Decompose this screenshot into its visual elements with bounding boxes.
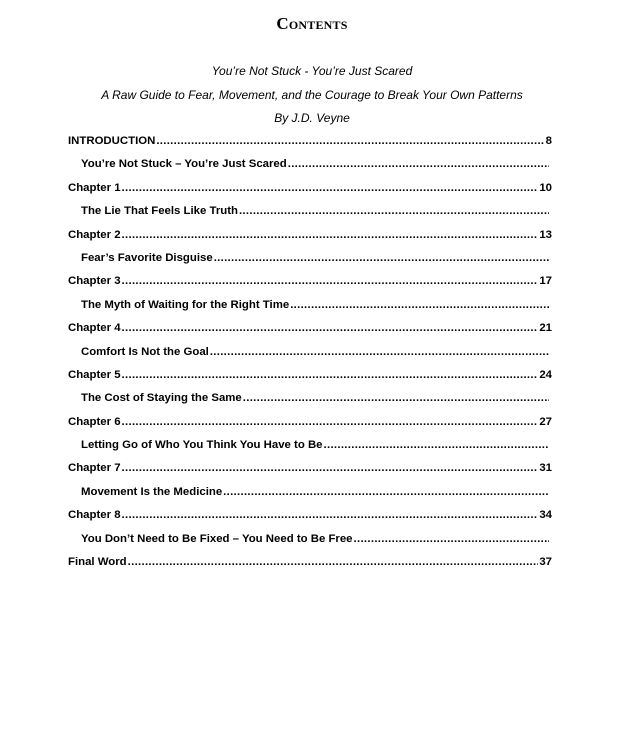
- toc-page-number: 21: [539, 322, 552, 335]
- book-author: By J.D. Veyne: [274, 111, 350, 125]
- toc-entry-label: Movement Is the Medicine: [81, 485, 223, 498]
- toc-page-number: 17: [539, 275, 552, 288]
- toc-entry[interactable]: [68, 367, 552, 390]
- toc-entry-label: You’re Not Stuck – You’re Just Scared: [81, 158, 287, 171]
- toc-subentry[interactable]: [68, 531, 550, 554]
- toc-dot-leader: [243, 390, 549, 406]
- toc-entry-label: INTRODUCTION: [68, 135, 156, 147]
- toc-dot-leader: [122, 320, 539, 336]
- toc-dot-leader: [122, 367, 539, 383]
- toc-dot-leader: [128, 554, 539, 570]
- toc-page-number: 27: [539, 415, 552, 428]
- toc-subentry[interactable]: [68, 484, 550, 507]
- toc-dot-leader: [290, 297, 549, 313]
- toc-entry-label: You Don’t Need to Be Fixed – You Need to Be Free: [81, 532, 353, 545]
- book-subtitle: A Raw Guide to Fear, Movement, and the Courage to Break Your Own Patterns: [101, 88, 523, 102]
- toc-subentry[interactable]: [68, 437, 550, 460]
- toc-dot-leader: [210, 344, 549, 360]
- toc-entry-label: Chapter 8: [68, 509, 121, 522]
- toc-dot-leader: [122, 273, 539, 289]
- toc-entry-label: Fear’s Favorite Disguise: [81, 251, 213, 264]
- toc-entry[interactable]: [68, 460, 552, 483]
- toc-dot-leader: [324, 437, 549, 453]
- toc-entry-label: Chapter 5: [68, 368, 121, 381]
- toc-entry[interactable]: [68, 273, 552, 296]
- toc-page-number: 24: [539, 368, 552, 381]
- toc-entry[interactable]: [68, 554, 552, 577]
- toc-entry-label: The Cost of Staying the Same: [81, 392, 242, 405]
- toc-entry-label: Chapter 2: [68, 228, 121, 241]
- toc-subentry[interactable]: [68, 390, 550, 413]
- toc-dot-leader: [223, 484, 549, 500]
- toc-page-number: 13: [539, 228, 552, 241]
- toc-dot-leader: [354, 531, 549, 547]
- toc-dot-leader: [122, 460, 539, 476]
- toc-dot-leader: [288, 156, 549, 172]
- toc-entry[interactable]: [68, 133, 552, 156]
- table-of-contents: [68, 133, 552, 577]
- toc-entry-label: Final Word: [68, 556, 127, 569]
- toc-entry-label: The Lie That Feels Like Truth: [81, 205, 238, 218]
- toc-entry[interactable]: [68, 180, 552, 203]
- contents-heading: Contents: [276, 14, 348, 33]
- toc-dot-leader: [122, 414, 539, 430]
- toc-page-number: 8: [545, 135, 552, 147]
- toc-page-number: 31: [539, 462, 552, 475]
- toc-entry-label: Chapter 3: [68, 275, 121, 288]
- toc-subentry[interactable]: [68, 344, 550, 367]
- toc-page-number: 34: [539, 509, 552, 522]
- toc-entry-label: Letting Go of Who You Think You Have to Be: [81, 439, 323, 452]
- toc-dot-leader: [156, 133, 544, 149]
- book-title: You’re Not Stuck - You’re Just Scared: [211, 64, 413, 78]
- toc-page-number: 10: [539, 181, 552, 194]
- toc-entry-label: Chapter 6: [68, 415, 121, 428]
- toc-subentry[interactable]: [68, 250, 550, 273]
- toc-entry-label: Comfort Is Not the Goal: [81, 345, 209, 358]
- toc-dot-leader: [122, 180, 539, 196]
- toc-dot-leader: [122, 227, 539, 243]
- toc-entry-label: Chapter 1: [68, 181, 121, 194]
- toc-subentry[interactable]: [68, 156, 550, 179]
- toc-dot-leader: [122, 507, 539, 523]
- toc-subentry[interactable]: [68, 297, 550, 320]
- toc-subentry[interactable]: [68, 203, 550, 226]
- toc-entry[interactable]: [68, 414, 552, 437]
- toc-entry-label: Chapter 7: [68, 462, 121, 475]
- toc-entry-label: The Myth of Waiting for the Right Time: [81, 298, 290, 311]
- toc-page-number: 37: [539, 556, 552, 569]
- toc-entry[interactable]: [68, 320, 552, 343]
- toc-entry-label: Chapter 4: [68, 322, 121, 335]
- toc-entry[interactable]: [68, 227, 552, 250]
- toc-dot-leader: [239, 203, 549, 219]
- toc-entry[interactable]: [68, 507, 552, 530]
- toc-dot-leader: [214, 250, 549, 266]
